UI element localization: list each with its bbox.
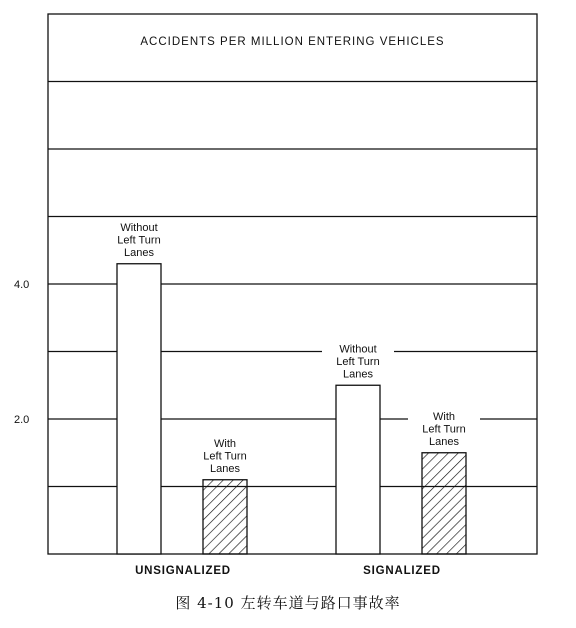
bar-label: Lanes xyxy=(210,462,240,475)
category-label: UNSIGNALIZED xyxy=(135,565,231,577)
bar-without-left-turn-lanes xyxy=(117,264,161,554)
bar-label: Left Turn xyxy=(203,450,247,463)
bar-label: Without xyxy=(339,343,377,356)
bar-with-left-turn-lanes xyxy=(203,480,247,554)
bar-label: Left Turn xyxy=(117,234,161,247)
bar-label: With xyxy=(433,410,455,423)
category-label: SIGNALIZED xyxy=(363,565,441,577)
bar-label: Left Turn xyxy=(422,423,466,436)
figure-caption: 图 4-10 左转车道与路口事故率 xyxy=(175,594,401,612)
chart-title: ACCIDENTS PER MILLION ENTERING VEHICLES xyxy=(140,36,445,48)
bar-without-left-turn-lanes xyxy=(336,385,380,554)
y-tick-label: 4.0 xyxy=(14,279,30,291)
bar-label: Lanes xyxy=(124,246,154,259)
bar-label: With xyxy=(214,437,236,450)
bar-label: Left Turn xyxy=(336,355,380,368)
bar-label: Lanes xyxy=(429,435,459,448)
bar-label: Without xyxy=(120,221,158,234)
y-tick-label: 2.0 xyxy=(14,414,30,426)
bar-with-left-turn-lanes xyxy=(422,453,466,554)
bar-label: Lanes xyxy=(343,368,373,381)
